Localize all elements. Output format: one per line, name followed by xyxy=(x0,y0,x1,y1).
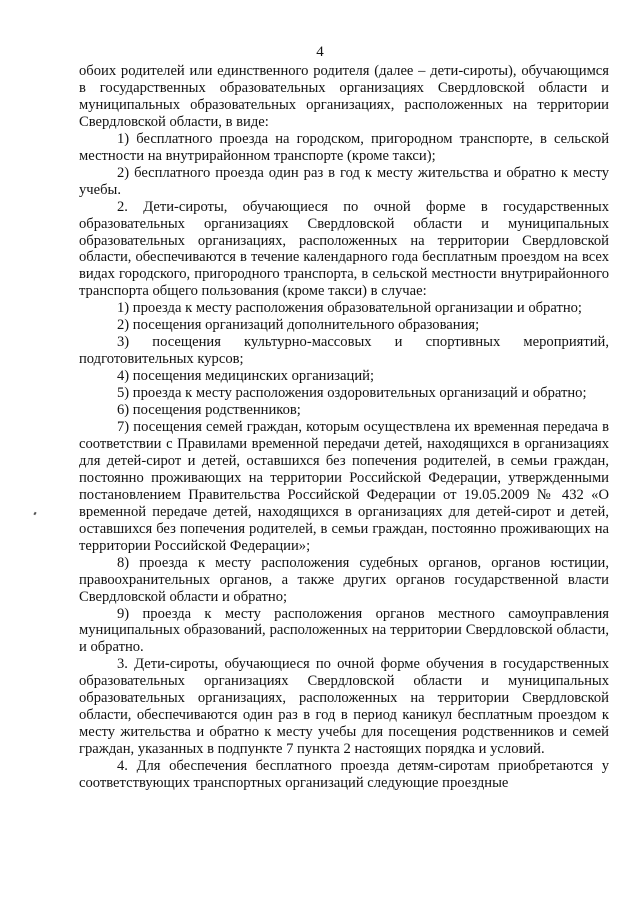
paragraph-clause-2-item-5: 5) проезда к месту расположения оздоровительных организаций и обратно; xyxy=(117,385,587,402)
scan-speck xyxy=(33,512,36,516)
paragraph-clause-2-item-4: 4) посещения медицинских организаций; xyxy=(117,368,375,385)
paragraph-intro-continuation: обоих родителей или единственного родителя (далее – дети-сироты), обучающимся в государственных образовательных организациях Свердловской области и муниципальных образовательных организациях, расположенных на территории Свердловской области, в виде: xyxy=(79,63,609,130)
paragraph-clause-2-item-3: 3) посещения культурно-массовых и спортивных мероприятий, подготовительных курсов; xyxy=(79,334,609,368)
paragraph-clause-2-item-6: 6) посещения родственников; xyxy=(117,402,301,419)
paragraph-item-2-yearly-trip: 2) бесплатного проезда один раз в год к месту жительства и обратно к месту учебы. xyxy=(79,164,609,198)
page-number: 4 xyxy=(316,44,324,60)
paragraph-clause-2-item-2: 2) посещения организаций дополнительного образования; xyxy=(117,317,480,334)
paragraph-clause-2-item-8: 8) проезда к месту расположения судебных органов, органов юстиции, правоохранительных органов, а также других органов государственной власти Свердловской области и обратно; xyxy=(79,554,609,605)
paragraph-clause-2-item-7: 7) посещения семей граждан, которым осуществлена их временная передача в соответствии с Правилами временной передачи детей, находящихся в организациях для детей-сирот и детей, оставшихся без попечения родителей, в семьи граждан, постоянно проживающих на территории Российской Федерации, утвержденными постановлением Правительства Российской Федерации от 19.05.2009 № 432 «О временной передаче детей, находящихся в организациях для детей-сирот и детей, оставшихся без попечения родителей, в семьи граждан, постоянно проживающих на территории Российской Федерации»; xyxy=(79,419,609,554)
paragraph-clause-3: 3. Дети-сироты, обучающиеся по очной форме обучения в государственных образовательных организациях Свердловской области и муниципальных образовательных организациях, расположенных на территории Свердловской области, обеспечиваются один раз в год в период каникул бесплатным проездом к месту жительства и обратно к месту учебы для посещения родственников и семей граждан, указанных в подпункте 7 пункта 2 настоящих порядка и условий. xyxy=(79,656,609,758)
paragraph-clause-2-item-9: 9) проезда к месту расположения органов местного самоуправления муниципальных образований, расположенных на территории Свердловской области, и обратно. xyxy=(79,605,609,656)
paragraph-clause-2-item-1: 1) проезда к месту расположения образовательной организации и обратно; xyxy=(117,300,582,317)
paragraph-clause-2: 2. Дети-сироты, обучающиеся по очной форме в государственных образовательных организациях Свердловской области и муниципальных образовательных организациях, расположенных на территории Свердловской области, обеспечиваются в течение календарного года бесплатным проездом на всех видах городского, пригородного транспорта, в сельской местности внутрирайонного транспорта общего пользования (кроме такси) в случае: xyxy=(79,198,609,300)
paragraph-clause-4: 4. Для обеспечения бесплатного проезда детям-сиротам приобретаются у соответствующих транспортных организаций следующие проездные xyxy=(79,758,609,792)
paragraph-item-1-city-transport: 1) бесплатного проезда на городском, пригородном транспорте, в сельской местности на внутрирайонном транспорте (кроме такси); xyxy=(79,130,609,164)
document-body xyxy=(79,63,609,792)
